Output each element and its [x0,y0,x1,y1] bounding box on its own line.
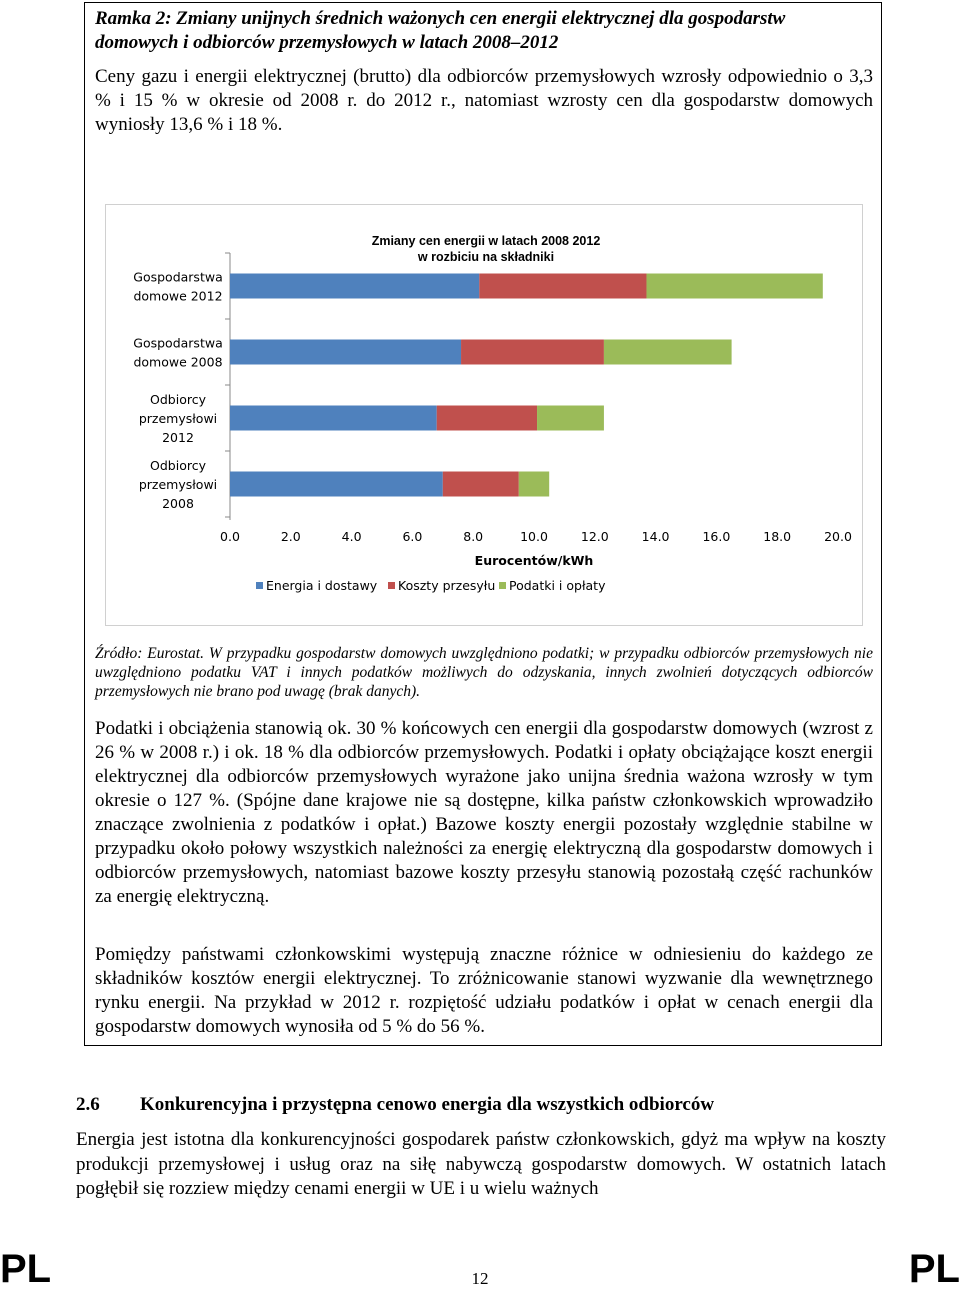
category-label: Gospodarstwa [133,335,223,351]
box-paragraph-1: Podatki i obciążenia stanowią ok. 30 % końcowych cen energii dla gospodarstw domowych (wzrost z 26 % w 2008 r.) i ok. 18 % dla odbiorców przemysłowych. Podatki i opłaty obciążające koszt energii elektrycznej dla odbiorców przemysłowych wyrażone jako unijna średnia ważona wzrosły w tym okresie o 127 %. (Spójne dane krajowe nie są dostępne, kilka państw członkowskich wprowadziło znaczące zwolnienia z podatków i opłat.) Bazowe koszty energii pozostały względnie stabilne w przypadku około połowy wszystkich należności za energię elektryczną dla gospodarstw domowych i odbiorców przemysłowych, natomiast bazowe koszty przesyłu stanowią pozostałą część rachunków za energię elektryczną. [95,718,873,907]
section-number: 2.6 [76,1094,100,1115]
x-tick-label: 4.0 [341,529,362,544]
section-body: Energia jest istotna dla konkurencyjności gospodarek państw członkowskich, gdyż ma wpływ na koszty produkcji przemysłowej i usług oraz na siłę nabywczą gospodarstw domowych. W ostatnich latach pogłębił się rozziew między cenami energii w UE i u wielu ważnych [76,1129,886,1199]
x-tick-label: 16.0 [702,529,731,544]
legend-swatch [256,582,263,589]
section-title: Konkurencyjna i przystępna cenowo energia dla wszystkich odbiorców [140,1094,715,1115]
bar-chart [106,205,864,627]
x-axis-label: Eurocentów/kWh [474,553,594,568]
x-tick-label: 6.0 [402,529,423,544]
chart-frame [105,204,863,626]
source-note: Źródło: Eurostat. W przypadku gospodarstw domowych uwzględniono podatki; w przypadku odbiorców przemysłowych nie uwzględniono podatku VAT i innych podatków możliwych do odzyskania, innych zwolnień dotyczących odbiorców przemysłowych nie brano pod uwagę (brak danych). [95,645,873,700]
bar-segment [230,274,479,299]
category-label: domowe 2008 [133,354,223,370]
bar-segment [461,340,604,365]
bar-segment [537,406,604,431]
bar-segment [230,340,461,365]
bar-segment [230,406,437,431]
legend-label: Energia i dostawy [266,578,378,593]
bar-segment [604,340,732,365]
category-label: przemysłowi [138,477,218,492]
box-title: Ramka 2: Zmiany unijnych średnich ważonych cen energii elektrycznej dla gospodarstw domowych i odbiorców przemysłowych w latach 2008–2012 [95,8,786,53]
category-label: 2012 [162,430,194,445]
category-label: Odbiorcy [150,458,206,473]
chart-title-line: w rozbiciu na składniki [417,250,555,264]
chart-title-line: Zmiany cen energii w latach 2008 2012 [371,234,601,248]
legend-label: Koszty przesyłu [398,578,496,593]
footer-lang-left: PL [0,1247,52,1291]
bar-segment [519,472,549,497]
box-intro: Ceny gazu i energii elektrycznej (brutto) dla odbiorców przemysłowych wzrosły odpowiednio o 3,3 % i 15 % w okresie od 2008 r. do 2012 r., natomiast wzrosty cen dla gospodarstw domowych wyniosły 13,6 % i 18 %. [95,66,873,135]
bar-segment [230,472,443,497]
box-paragraph-2: Pomiędzy państwami członkowskimi występują znaczne różnice w odniesieniu do każdego ze składników kosztów energii elektrycznej. To zróżnicowanie stanowi wyzwanie dla wewnętrznego rynku energii. Na przykład w 2012 r. rozpiętość udziału podatków i opłat w cenach energii dla gospodarstw domowych wynosiła od 5 % do 56 %. [95,944,873,1037]
category-label: przemysłowi [138,411,218,426]
x-tick-label: 10.0 [520,529,548,544]
category-label: Odbiorcy [150,392,206,407]
x-tick-label: 8.0 [463,529,484,544]
x-tick-label: 12.0 [580,529,609,544]
x-tick-label: 20.0 [824,529,852,544]
legend-swatch [388,582,395,589]
footer-lang-right: PL [908,1247,960,1291]
bar-segment [437,406,537,431]
category-label: Gospodarstwa [133,269,223,285]
category-label: domowe 2012 [133,288,223,304]
info-box [84,2,882,1046]
x-tick-label: 18.0 [763,529,792,544]
x-tick-label: 0.0 [220,529,240,544]
x-tick-label: 14.0 [641,529,670,544]
legend-swatch [499,582,506,589]
bar-segment [443,472,519,497]
bar-segment [646,274,822,299]
legend-label: Podatki i opłaty [509,578,606,593]
bar-segment [479,274,646,299]
section-heading [76,1093,896,1117]
category-label: 2008 [162,496,194,511]
page-number: 12 [471,1269,489,1288]
x-tick-label: 2.0 [280,529,301,544]
